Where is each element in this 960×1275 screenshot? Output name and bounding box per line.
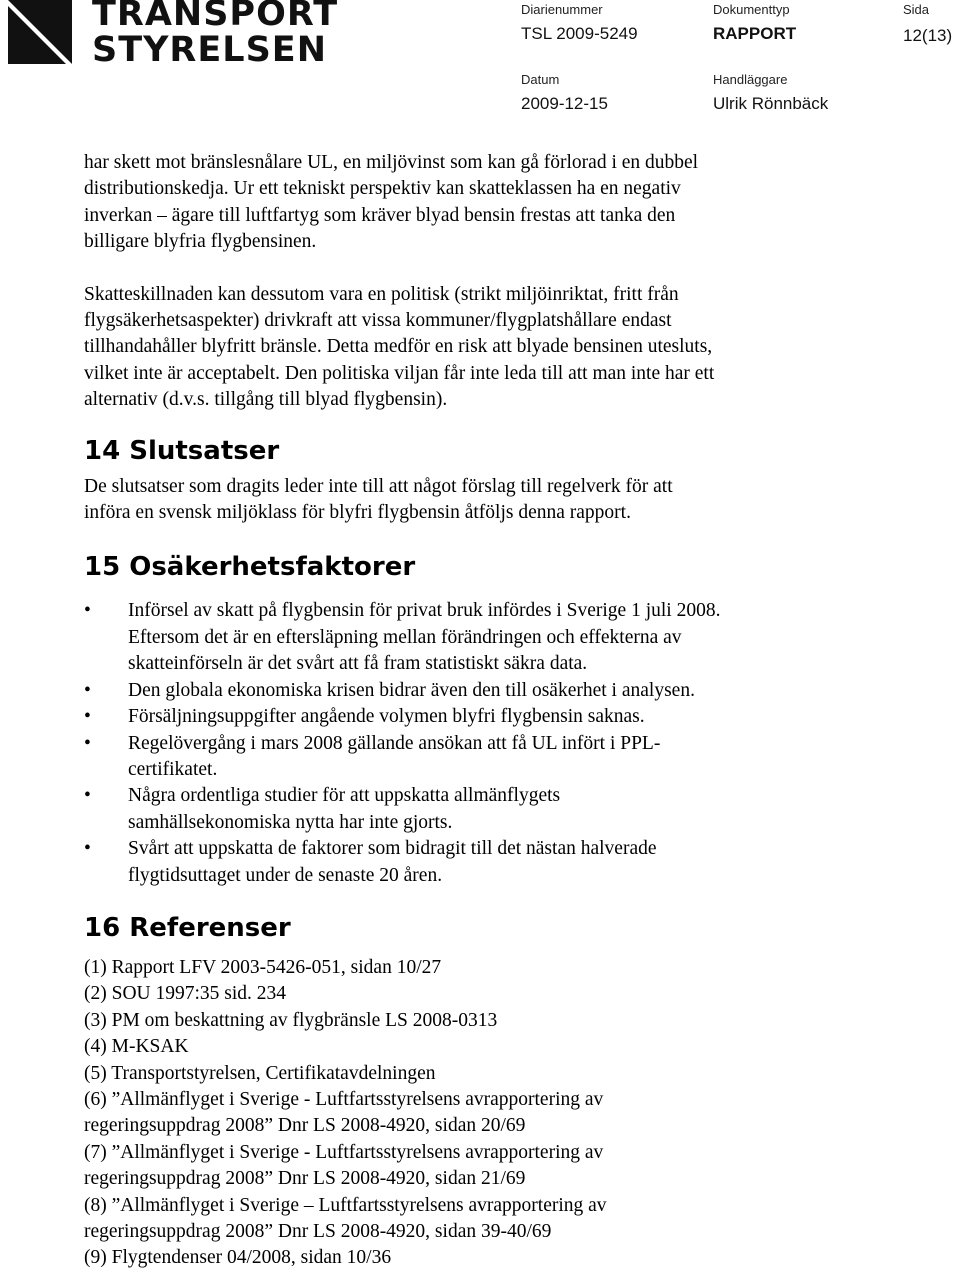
reference-line: (7) ”Allmänflyget i Sverige - Luftfartsstyrelsens avrapportering av <box>84 1141 604 1163</box>
reference-line: regeringsuppdrag 2008” Dnr LS 2008-4920, sidan 21/69 <box>84 1168 526 1190</box>
reference-line: regeringsuppdrag 2008” Dnr LS 2008-4920, sidan 39-40/69 <box>84 1221 552 1242</box>
text-line: Svårt att uppskatta de faktorer som bidragit till det nästan halverade <box>128 838 657 860</box>
reference-line: (9) Flygtendenser 04/2008, sidan 10/36 <box>84 1247 392 1269</box>
text-line: har skett mot bränslesnålare UL, en miljövinst som kan gå förlorad i en dubbel <box>84 152 699 173</box>
dokumenttyp-label: Dokumenttyp <box>713 2 790 17</box>
logo-line-2: STYRELSEN <box>92 30 327 70</box>
text-line: Eftersom det är en eftersläpning mellan förändringen och effekterna av <box>128 626 682 648</box>
text-line: vilket inte är acceptabelt. Den politiska viljan får inte leda till att man inte har ett <box>84 362 715 384</box>
diarienummer-value: TSL 2009-5249 <box>521 24 638 43</box>
text-line: införa en svensk miljöklass för blyfri flygbensin åtföljs denna rapport. <box>84 502 631 524</box>
reference-line: regeringsuppdrag 2008” Dnr LS 2008-4920, sidan 20/69 <box>84 1115 526 1137</box>
text-line: alternativ (d.v.s. tillgång till blyad flygbensin). <box>84 389 448 411</box>
text-line: skatteinförseln är det svårt att få fram statistiskt säkra data. <box>128 653 588 675</box>
bullet-icon: • <box>84 838 91 860</box>
logo-wordmark <box>92 0 338 68</box>
section-heading-referenser: 16 Referenser <box>84 912 291 943</box>
section-heading-slutsatser: 14 Slutsatser <box>84 435 280 466</box>
intro-paragraph <box>84 150 944 256</box>
text-line: distributionskedja. Ur ett tekniskt perspektiv kan skatteklassen ha en negativ <box>84 178 681 200</box>
sida-value: 12(13) <box>903 26 953 45</box>
datum-label: Datum <box>521 72 560 87</box>
text-line: billigare blyfria flygbensinen. <box>84 231 317 253</box>
list-item <box>84 598 944 677</box>
list-item <box>84 836 944 889</box>
text-line: flygtidsuttaget under de senaste 20 åren. <box>128 864 443 886</box>
text-line: tillhandahåller blyfritt bränsle. Detta medför en risk att blyade bensinen utesluts, <box>84 336 713 358</box>
bullet-icon: • <box>84 679 91 701</box>
list-item <box>84 731 944 784</box>
bullet-icon: • <box>84 706 91 728</box>
reference-line: (1) Rapport LFV 2003-5426-051, sidan 10/27 <box>84 956 442 978</box>
reference-line: (6) ”Allmänflyget i Sverige - Luftfartsstyrelsens avrapportering av <box>84 1088 604 1110</box>
text-line: De slutsatser som dragits leder inte till att något förslag till regelverk för att <box>84 475 673 497</box>
document-body <box>84 150 944 1272</box>
uncertainty-list <box>84 598 944 888</box>
bullet-icon: • <box>84 785 91 807</box>
text-line: Skatteskillnaden kan dessutom vara en politisk (strikt miljöinriktat, fritt från <box>84 283 679 305</box>
text-line: Några ordentliga studier för att uppskatta allmänflygets <box>128 785 561 807</box>
reference-line: (4) M-KSAK <box>84 1036 189 1058</box>
dokumenttyp-value: RAPPORT <box>713 24 797 43</box>
text-line: inverkan – ägare till luftfartyg som kräver blyad bensin frestas att tanka den <box>84 204 676 226</box>
datum-value: 2009-12-15 <box>521 94 608 113</box>
diarienummer-label: Diarienummer <box>521 2 603 17</box>
text-line: Försäljningsuppgifter angående volymen blyfri flygbensin saknas. <box>128 706 645 728</box>
text-line: certifikatet. <box>128 758 218 780</box>
logo-line-1: TRANSPORT <box>92 0 339 34</box>
transportstyrelsen-logo <box>8 0 339 72</box>
reference-line: (3) PM om beskattning av flygbränsle LS 2008-0313 <box>84 1009 498 1031</box>
reference-list <box>84 955 944 1272</box>
text-line: Den globala ekonomiska krisen bidrar även den till osäkerhet i analysen. <box>128 679 695 701</box>
handlaggare-label: Handläggare <box>713 72 788 87</box>
reference-line: (5) Transportstyrelsen, Certifikatavdelningen <box>84 1062 436 1084</box>
bullet-icon: • <box>84 732 91 754</box>
section-heading-osakerhetsfaktorer: 15 Osäkerhetsfaktorer <box>84 552 416 583</box>
list-item <box>84 678 944 704</box>
tax-difference-paragraph <box>84 282 944 414</box>
text-line: Regelövergång i mars 2008 gällande ansökan att få UL infört i PPL- <box>128 732 661 754</box>
list-item <box>84 783 944 836</box>
list-item <box>84 704 944 730</box>
reference-line: (8) ”Allmänflyget i Sverige – Luftfartsstyrelsens avrapportering av <box>84 1194 607 1216</box>
sida-label: Sida <box>903 2 930 17</box>
text-line: Införsel av skatt på flygbensin för privat bruk infördes i Sverige 1 juli 2008. <box>128 600 721 622</box>
logo-mark-icon <box>8 0 72 64</box>
text-line: samhällsekonomiska nytta har inte gjorts. <box>128 811 453 833</box>
text-line: flygsäkerhetsaspekter) drivkraft att vissa kommuner/flygplatshållare endast <box>84 310 672 332</box>
slutsatser-paragraph <box>84 474 944 527</box>
bullet-icon: • <box>84 600 91 622</box>
handlaggare-value: Ulrik Rönnbäck <box>713 94 829 113</box>
reference-line: (2) SOU 1997:35 sid. 234 <box>84 983 287 1005</box>
